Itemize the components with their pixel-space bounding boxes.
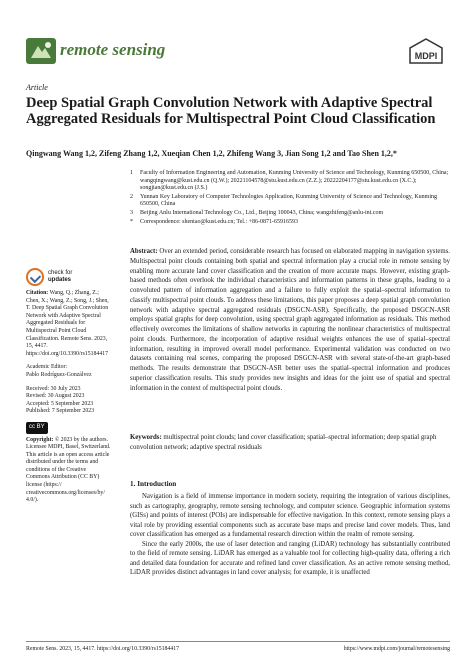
paper-title: Deep Spatial Graph Convolution Network with Adaptive Spectral Aggregated Residuals for Multispectral Point Cloud Classification <box>26 95 436 127</box>
accepted-date: Accepted: 5 September 2023 <box>26 400 94 407</box>
affiliations <box>130 170 450 227</box>
affiliation-3: 3 Beijing Anlu International Technology Co., Ltd., Beijing 100043, China; wangzhifeng@anlu-int.com <box>130 209 384 216</box>
footer-divider <box>26 641 450 642</box>
intro-paragraph-2: Since the early 2000s, the use of laser detection and ranging (LiDAR) technology has substantially contributed to the field of remote sensing. LiDAR has emerged as a valuable tool for collecting high-quality data, offering a rich and detailed data foundation for accurate and refined land cover classification. As an active remote sensing method, LiDAR provides distinct advantages in land cover analysis; for example, it is unaffected <box>130 540 450 576</box>
citation-label: Citation: <box>26 290 49 296</box>
page-footer <box>26 646 450 652</box>
intro-paragraph-1: Navigation is a field of immense importance in modern society, requiring the integration of various disciplines, such as cartography, geography, remote sensing technology, and computer science. Geographic information systems (GISs) and points of interest (POIs) are indispensable for effective navigation. In this context, remote sensing plays a vital role by providing essential components such as accurate base maps and precise land cover models. Thus, land cover classification has emerged as a fundamental research direction within the realm of remote sensing. <box>130 493 450 538</box>
remote-sensing-logo-icon <box>26 38 56 64</box>
published-date: Published: 7 September 2023 <box>26 408 95 415</box>
citation-text: Wang, Q.; Zhang, Z.; Chen, X.; Wang, Z.; Song, J.; Shen, T. Deep Spatial Graph Convolution Network with Adaptive Spectral Aggregated Residuals for Multispectral Point Cloud Classification. Remote Sens. 2023, 15, 4417. https://doi.org/10.3390/rs15184417 <box>26 290 109 357</box>
keywords <box>130 433 450 453</box>
citation-block <box>26 290 111 358</box>
abstract-label: Abstract: <box>130 248 158 255</box>
check-for-updates-button[interactable] <box>26 268 111 286</box>
introduction-body <box>130 492 450 578</box>
affiliation-2: 2 Yunnan Key Laboratory of Computer Technologies Application, Kunming University of Science and Technology, Kunming 650500, China <box>130 193 437 208</box>
abstract-text: Over an extended period, considerable research has focused on elaborated mapping in navigation systems. Multispectral point clouds containing both spatial and spectral information play a crucial role in remote sensing by enabling more accurate land cover classification and the creation of more accurate maps. However, existing graph-based methods often overlook the individual characteristics and information patterns in these graphs, leading to a convoluted pattern of information aggregation and a failure to fully exploit the spatial–spectral information to classify multispectral point clouds. To address these limitations, this paper proposes a deep spatial graph convolution network with adaptive spectral aggregated residuals (DSGCN-ASR). Specifically, the proposed DSGCN-ASR employs spatial graphs for deep convolution, using spectral graph aggregated information as residuals. This method effectively overcomes the limitations of shallow networks in capturing the nonlinear characteristics of multispectral point clouds. Furthermore, the incorporation of adaptive residual weights enhances the use of spatial–spectral information, resulting in improved overall model performance. Experimental validation was conducted on two datasets containing real scenes, comparing the proposed DSGCN-ASR with several state-of-the-art graph-based methods. The results demonstrate that DSGCN-ASR better uses the spatial–spectral information and produces superior classification results. This study provides new insights and ideas for the joint use of spatial and spectral information in the context of multispectral point clouds. <box>130 248 450 392</box>
keywords-label: Keywords: <box>130 434 162 441</box>
received-date: Received: 30 July 2023 <box>26 385 81 392</box>
mdpi-logo-icon <box>408 38 444 64</box>
mdpi-logo-text: MDPI <box>414 51 438 61</box>
copyright-label: Copyright: <box>26 436 54 443</box>
correspondence: * Correspondence: shentao@kust.edu.cn; Tel.: +86-0871-65916593 <box>130 218 299 225</box>
copyright-text: © 2023 by the authors. Licensee MDPI, Basel, Switzerland. This article is an open access article distributed under the terms and conditions of the Creative Commons Attribution (CC BY) license (https:// creativecommons.org/licenses/by/ 4.0/). <box>26 436 111 504</box>
editor-label: Academic Editor: <box>26 364 68 371</box>
copyright-block <box>26 437 111 505</box>
cc-by-license-icon[interactable]: cc BY <box>26 422 48 434</box>
revised-date: Revised: 30 August 2023 <box>26 393 85 400</box>
check-updates-icon <box>26 268 44 286</box>
journal-name: remote sensing <box>60 40 166 59</box>
article-sidebar <box>26 268 111 505</box>
editor-block <box>26 364 111 379</box>
abstract <box>130 247 450 393</box>
article-type: Article <box>26 83 48 92</box>
affiliation-1: 1 Faculty of Information Engineering and Automation, Kunming University of Science and Technology, Kunming 650500, China; wangqingwang@kust.edu.cn (Q.W.); 20221104578@stu.kust.edu.cn (Z.Z.); 20222204177@stu.kust.edu.cn (X.C.); songjian@kust.edu.cn (J.S.) <box>130 170 449 192</box>
section-heading-introduction: 1. Introduction <box>130 480 177 488</box>
footer-citation: Remote Sens. 2023, 15, 4417. https://doi.org/10.3390/rs15184417 <box>26 646 180 652</box>
footer-journal-link[interactable]: https://www.mdpi.com/journal/remotesensing <box>343 646 450 652</box>
check-updates-line2: updates <box>48 277 72 283</box>
keywords-text: multispectral point clouds; land cover classification; spatial–spectral information; deep spatial graph convolution network; adaptive spectral residuals <box>130 434 437 451</box>
editor-name: Pablo Rodríguez-Gonzálvez <box>26 371 92 378</box>
check-updates-line1: check for <box>48 270 73 276</box>
author-list: Qingwang Wang 1,2, Zifeng Zhang 1,2, Xueqian Chen 1,2, Zhifeng Wang 3, Jian Song 1,2 and Tao Shen 1,2,* <box>26 149 397 158</box>
dates-block <box>26 386 111 416</box>
